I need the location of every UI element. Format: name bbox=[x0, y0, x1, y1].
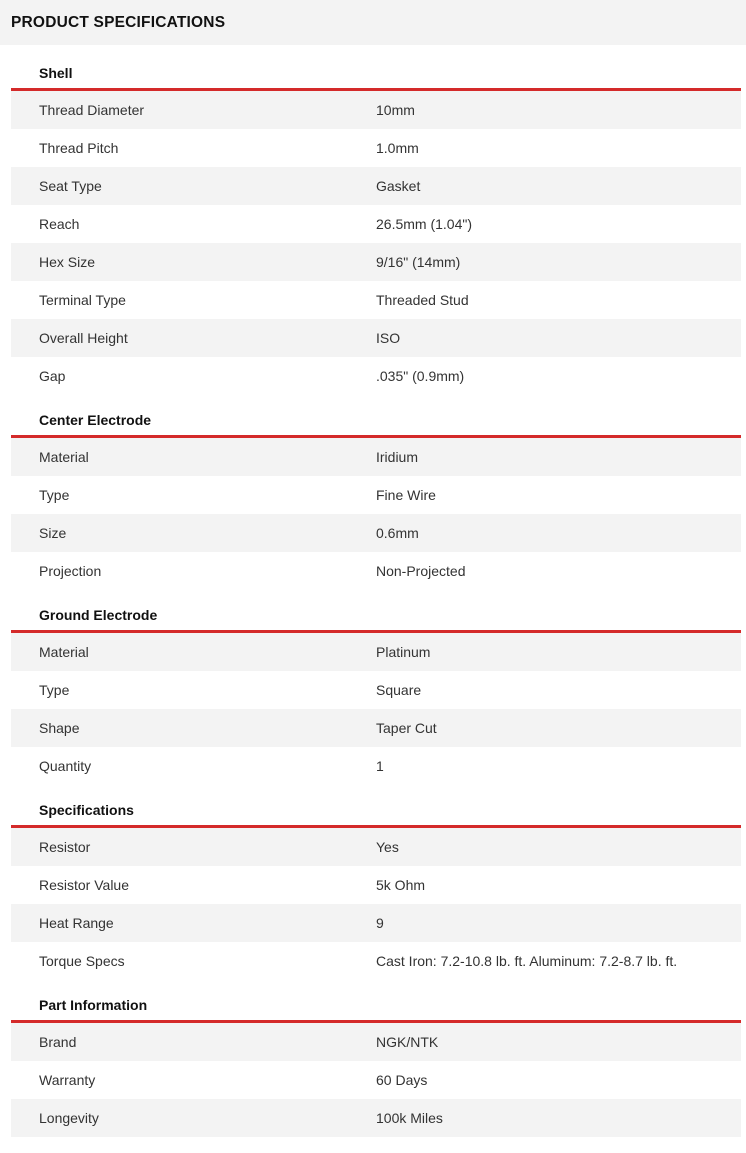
spec-value: 5k Ohm bbox=[376, 877, 426, 893]
spec-value: Iridium bbox=[376, 449, 419, 465]
spec-value: 60 Days bbox=[376, 1072, 428, 1088]
spec-value: 26.5mm (1.04") bbox=[376, 216, 473, 232]
page-title: PRODUCT SPECIFICATIONS bbox=[11, 13, 226, 31]
spec-label: Longevity bbox=[39, 1110, 99, 1126]
spec-value: 9 bbox=[376, 915, 384, 931]
spec-section-part-information bbox=[11, 989, 741, 1137]
spec-label: Brand bbox=[39, 1034, 77, 1050]
spec-value: 0.6mm bbox=[376, 525, 419, 541]
spec-section-ground-electrode bbox=[11, 599, 741, 785]
table-row bbox=[11, 129, 741, 167]
table-row bbox=[11, 167, 741, 205]
spec-table bbox=[11, 633, 741, 785]
table-row bbox=[11, 357, 741, 395]
spec-label: Projection bbox=[39, 563, 102, 579]
spec-label: Resistor bbox=[39, 839, 91, 855]
spec-label: Shape bbox=[39, 720, 80, 736]
spec-label: Thread Pitch bbox=[39, 140, 119, 156]
spec-section-specifications bbox=[11, 794, 741, 980]
spec-value: ISO bbox=[376, 330, 401, 346]
spec-table bbox=[11, 1023, 741, 1137]
spec-label: Material bbox=[39, 449, 89, 465]
table-row bbox=[11, 633, 741, 671]
spec-label: Resistor Value bbox=[39, 877, 130, 893]
spec-label: Gap bbox=[39, 368, 66, 384]
section-header bbox=[11, 794, 741, 828]
spec-value: Threaded Stud bbox=[376, 292, 469, 308]
table-row bbox=[11, 709, 741, 747]
spec-label: Type bbox=[39, 682, 70, 698]
table-row bbox=[11, 514, 741, 552]
table-row bbox=[11, 281, 741, 319]
spec-table bbox=[11, 828, 741, 980]
spec-value: NGK/NTK bbox=[376, 1034, 439, 1050]
table-row bbox=[11, 747, 741, 785]
section-header bbox=[11, 57, 741, 91]
table-row bbox=[11, 205, 741, 243]
spec-label: Material bbox=[39, 644, 89, 660]
section-header bbox=[11, 599, 741, 633]
spec-value: Gasket bbox=[376, 178, 421, 194]
spec-value: Yes bbox=[376, 839, 399, 855]
spec-table bbox=[11, 91, 741, 395]
spec-section-center-electrode bbox=[11, 404, 741, 590]
spec-section-shell bbox=[11, 57, 741, 395]
table-row bbox=[11, 438, 741, 476]
spec-value: Taper Cut bbox=[376, 720, 437, 736]
spec-value: Non-Projected bbox=[376, 563, 466, 579]
table-row bbox=[11, 319, 741, 357]
spec-table bbox=[11, 438, 741, 590]
table-row bbox=[11, 866, 741, 904]
section-title: Part Information bbox=[39, 996, 148, 1013]
spec-label: Heat Range bbox=[39, 915, 114, 931]
table-row bbox=[11, 942, 741, 980]
spec-value: 9/16" (14mm) bbox=[376, 254, 461, 270]
table-row bbox=[11, 1023, 741, 1061]
spec-label: Warranty bbox=[39, 1072, 96, 1088]
section-title: Specifications bbox=[39, 801, 134, 818]
spec-value: Cast Iron: 7.2-10.8 lb. ft. Aluminum: 7.2-8.7 lb. ft. bbox=[376, 953, 678, 969]
spec-label: Reach bbox=[39, 216, 80, 232]
spec-value: Square bbox=[376, 682, 422, 698]
spec-value: 100k Miles bbox=[376, 1110, 443, 1126]
section-title: Shell bbox=[39, 64, 73, 81]
spec-value: 1 bbox=[376, 758, 384, 774]
section-header bbox=[11, 989, 741, 1023]
section-title: Center Electrode bbox=[39, 411, 152, 428]
spec-label: Torque Specs bbox=[39, 953, 125, 969]
spec-value: Fine Wire bbox=[376, 487, 436, 503]
table-row bbox=[11, 91, 741, 129]
spec-label: Terminal Type bbox=[39, 292, 126, 308]
spec-label: Hex Size bbox=[39, 254, 96, 270]
spec-label: Thread Diameter bbox=[39, 102, 145, 118]
spec-label: Seat Type bbox=[39, 178, 102, 194]
spec-value: 10mm bbox=[376, 102, 415, 118]
spec-value: .035" (0.9mm) bbox=[376, 368, 465, 384]
table-row bbox=[11, 476, 741, 514]
page-header bbox=[0, 0, 746, 45]
spec-label: Type bbox=[39, 487, 70, 503]
spec-label: Size bbox=[39, 525, 67, 541]
section-header bbox=[11, 404, 741, 438]
table-row bbox=[11, 243, 741, 281]
spec-label: Overall Height bbox=[39, 330, 128, 346]
table-row bbox=[11, 552, 741, 590]
spec-label: Quantity bbox=[39, 758, 92, 774]
section-title: Ground Electrode bbox=[39, 606, 158, 623]
spec-value: 1.0mm bbox=[376, 140, 419, 156]
table-row bbox=[11, 1061, 741, 1099]
table-row bbox=[11, 904, 741, 942]
spec-value: Platinum bbox=[376, 644, 431, 660]
table-row bbox=[11, 671, 741, 709]
table-row bbox=[11, 828, 741, 866]
spec-container bbox=[0, 57, 746, 1137]
table-row bbox=[11, 1099, 741, 1137]
